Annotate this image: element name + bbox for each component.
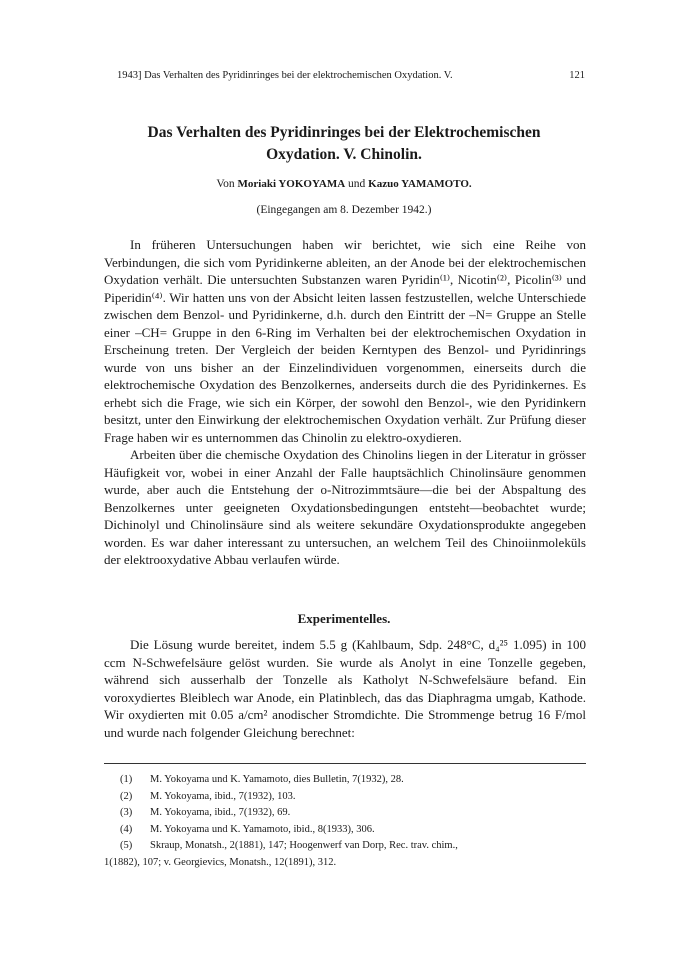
experimental-paragraph: Die Lösung wurde bereitet, indem 5.5 g (Kahlbaum, Sdp. 248°C, d₄²⁵ 1.095) in 100 ccm N-Schwefelsäure gelöst wurden. Sie wurde als Anolyt in eine Tonzelle gegeben, während sich ausserhalb der Tonzelle als Katholyt N-Schwefelsäure befand. Ein voroxydiertes Bleiblech war Anode, ein Platinblech, das das Diaphragma umgab, Kathode. Wir oxydierten mit 0.05 a/cm² anodischer Stromdichte. Die Strommenge betrug 16 F/mol und wurde nach folgender Gleichung berechnet: (104, 637, 586, 740)
footnote-number: (3) (120, 807, 133, 818)
article-title (90, 122, 598, 166)
footnote-divider (104, 763, 586, 764)
footnote-1 (104, 772, 586, 789)
section-heading-experimental: Experimentelles. (297, 611, 391, 626)
intro-paragraph-1: In früheren Untersuchungen haben wir berichtet, wie sich eine Reihe von Verbindungen, die sich vom Pyridinkerne ableiten, an der Anode bei der elektrochemischen Oxydation verhält. Die untersuchten Substanzen waren Pyridin⁽¹⁾, Nicotin⁽²⁾, Picolin⁽³⁾ und Piperidin⁽⁴⁾. Wir hatten uns von der Absicht leiten lassen festzustellen, welche Unterschiede zwischen dem Benzol- und Pyridinkerne, d.h. durch den Eintritt der –N= Gruppe an Stelle einer –CH= Gruppe in den 6-Ring im Verhalten bei der elektrochemischen Oxydation in Erscheinung treten. Der Vergleich der beiden Kerntypen des Benzol- und Pyridinrings wurde von uns bisher an der Einzelindividuen vorgenommen, einerseits durch die elektrochemische Oxydation des Benzolkernes, anderseits durch die des Pyridinkernes. Es erhebt sich die Frage, wie sich ein Körper, der sowohl den Benzol-, wie den Pyridinkern besitzt, unter den Einwirkung der elektrochemischen Oxydation verhält. Zur Prüfung dieser Frage haben wir es unternommen das Chinolin zu elektro-oxydieren. (104, 237, 586, 445)
intro-paragraph-2: Arbeiten über die chemische Oxydation des Chinolins liegen in der Literatur in grösser Häufigkeit vor, wobei in einer Anzahl der Falle hauptsächlich Chinolinsäure genommen wurde, aber auch die Entstehung der o-Nitrozimmtsäure—die bei der Abspaltung des Benzolkernes unter geeigneten Oxydationsbedingungen entsteht—beobachtet wurde; Dichinolyl und Chinolinsäure sind als weitere sekundäre Oxydationsprodukte angegeben worden. Es war daher interessant zu untersuchen, an welchem Teil des Chinoiinmoleküls der elektrooxydative Abbau verlaufen würde. (104, 447, 586, 567)
footnote-text: Skraup, Monatsh., 2(1881), 147; Hoogenwerf van Dorp, Rec. trav. chim., (150, 840, 458, 851)
running-header (117, 70, 585, 81)
footnote-number: (2) (120, 790, 133, 802)
received-date: (Eingegangen am 8. Dezember 1942.) (256, 204, 432, 216)
footnote-3 (104, 805, 586, 822)
footnote-text: M. Yokoyama, ibid., 7(1932), 69. (150, 807, 291, 818)
title-line-1: Das Verhalten des Pyridinringes bei der Elektrochemischen (147, 124, 541, 141)
experimental-section (104, 636, 586, 741)
page-number: 121 (569, 70, 585, 81)
introduction (104, 236, 586, 569)
footnote-text: M. Yokoyama und K. Yamamoto, dies Bulletin, 7(1932), 28. (150, 774, 404, 785)
footnotes (104, 772, 586, 871)
footnote-number: (4) (120, 823, 133, 835)
footnote-number: (5) (120, 840, 133, 851)
footnote-text: M. Yokoyama und K. Yamamoto, ibid., 8(1933), 306. (150, 823, 375, 835)
author-conjunction: und (348, 178, 366, 190)
footnote-text: M. Yokoyama, ibid., 7(1932), 103. (150, 790, 296, 802)
footnote-number: (1) (120, 774, 133, 785)
title-line-2: Oxydation. V. Chinolin. (266, 146, 422, 163)
running-header-title: 1943] Das Verhalten des Pyridinringes bei der elektrochemischen Oxydation. V. (117, 70, 453, 81)
author-1: Moriaki YOKOYAMA (237, 178, 346, 190)
author-line (90, 178, 598, 190)
author-prefix: Von (216, 178, 235, 190)
footnote-5 (104, 838, 586, 855)
footnote-5-continuation: 1(1882), 107; v. Georgievics, Monatsh., 12(1891), 312. (104, 856, 337, 868)
footnote-2 (104, 789, 586, 806)
footnote-4 (104, 822, 586, 839)
author-2: Kazuo YAMAMOTO. (368, 178, 472, 190)
